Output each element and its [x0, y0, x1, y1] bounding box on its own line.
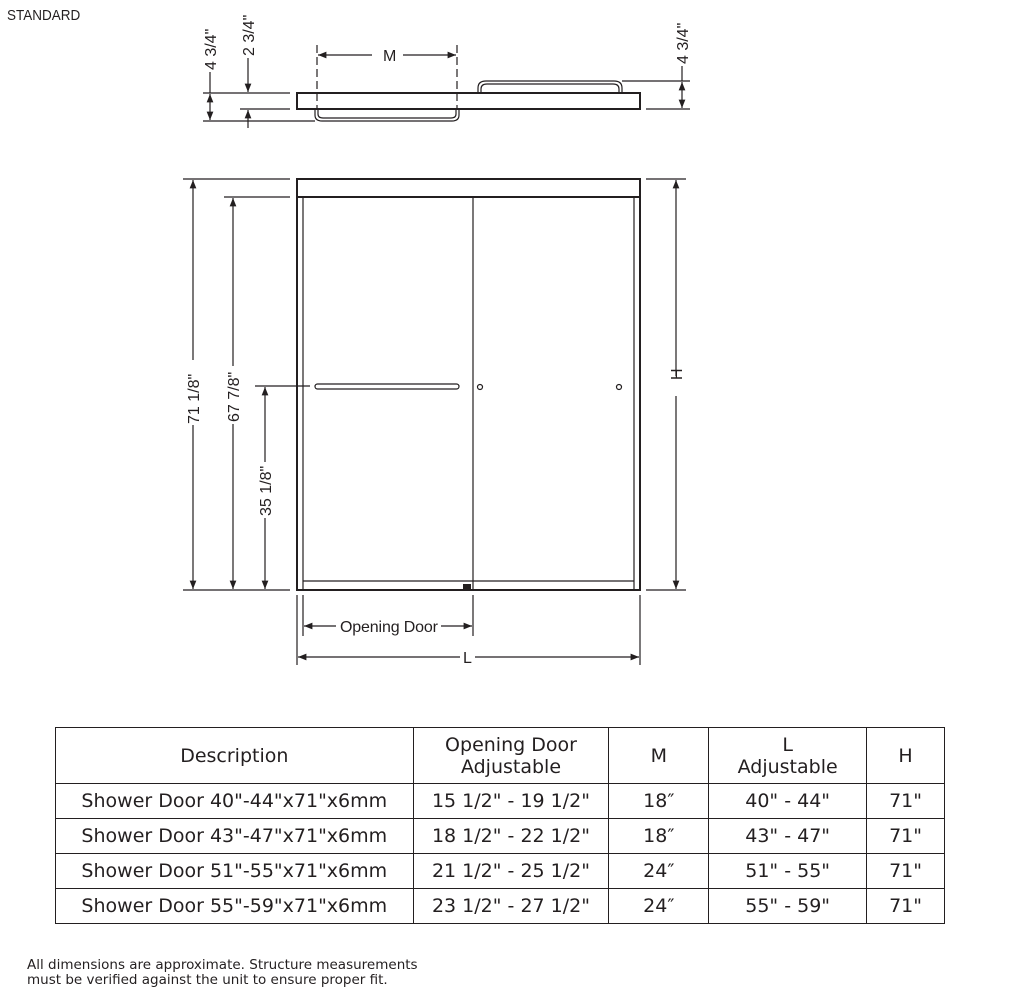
table-row — [56, 854, 945, 889]
handle-height-label: 35 1/8" — [258, 465, 275, 516]
m-label: M — [383, 48, 397, 65]
cell-opening: 23 1/2" - 27 1/2" — [413, 889, 609, 924]
header-m: M — [609, 728, 709, 784]
cell-m: 18″ — [609, 784, 709, 819]
table-row — [56, 889, 945, 924]
door-handle — [315, 384, 459, 389]
cell-m: 24″ — [609, 854, 709, 889]
header-l: L Adjustable — [709, 728, 867, 784]
cell-h: 71" — [867, 889, 945, 924]
footnote — [27, 958, 418, 988]
table-row — [56, 784, 945, 819]
cell-h: 71" — [867, 784, 945, 819]
cell-l: 43" - 47" — [709, 819, 867, 854]
table-row — [56, 819, 945, 854]
top-rail — [297, 93, 640, 109]
cell-description: Shower Door 51"-55"x71"x6mm — [56, 854, 414, 889]
footnote-line: must be verified against the unit to ensure proper fit. — [27, 972, 388, 988]
cell-description: Shower Door 40"-44"x71"x6mm — [56, 784, 414, 819]
total-height-label: 71 1/8" — [186, 373, 203, 424]
l-label: L — [463, 650, 472, 667]
right-depth-label: 4 3/4" — [675, 22, 692, 64]
header-description: Description — [56, 728, 414, 784]
cell-l: 40" - 44" — [709, 784, 867, 819]
footnote-line: All dimensions are approximate. Structure measurements — [27, 957, 418, 973]
left-depth-label: 4 3/4" — [203, 28, 220, 70]
cell-opening: 21 1/2" - 25 1/2" — [413, 854, 609, 889]
header-opening-door: Opening Door Adjustable — [413, 728, 609, 784]
cell-l: 51" - 55" — [709, 854, 867, 889]
cell-h: 71" — [867, 854, 945, 889]
dimensions-table — [55, 727, 945, 924]
handle-depth-label: 2 3/4" — [241, 14, 258, 56]
cell-opening: 15 1/2" - 19 1/2" — [413, 784, 609, 819]
header-h: H — [867, 728, 945, 784]
cell-m: 18″ — [609, 819, 709, 854]
cell-h: 71" — [867, 819, 945, 854]
cell-opening: 18 1/2" - 22 1/2" — [413, 819, 609, 854]
drawing-title: STANDARD — [7, 7, 81, 24]
cell-l: 55" - 59" — [709, 889, 867, 924]
panel-height-label: 67 7/8" — [226, 371, 243, 422]
top-view — [203, 15, 692, 128]
cell-description: Shower Door 55"-59"x71"x6mm — [56, 889, 414, 924]
inner-handle — [315, 109, 459, 121]
outer-handle — [478, 81, 622, 93]
table-header-row — [56, 728, 945, 784]
front-view — [183, 179, 686, 667]
cell-m: 24″ — [609, 889, 709, 924]
h-label: H — [669, 368, 686, 380]
opening-door-label: Opening Door — [340, 619, 438, 636]
cell-description: Shower Door 43"-47"x71"x6mm — [56, 819, 414, 854]
